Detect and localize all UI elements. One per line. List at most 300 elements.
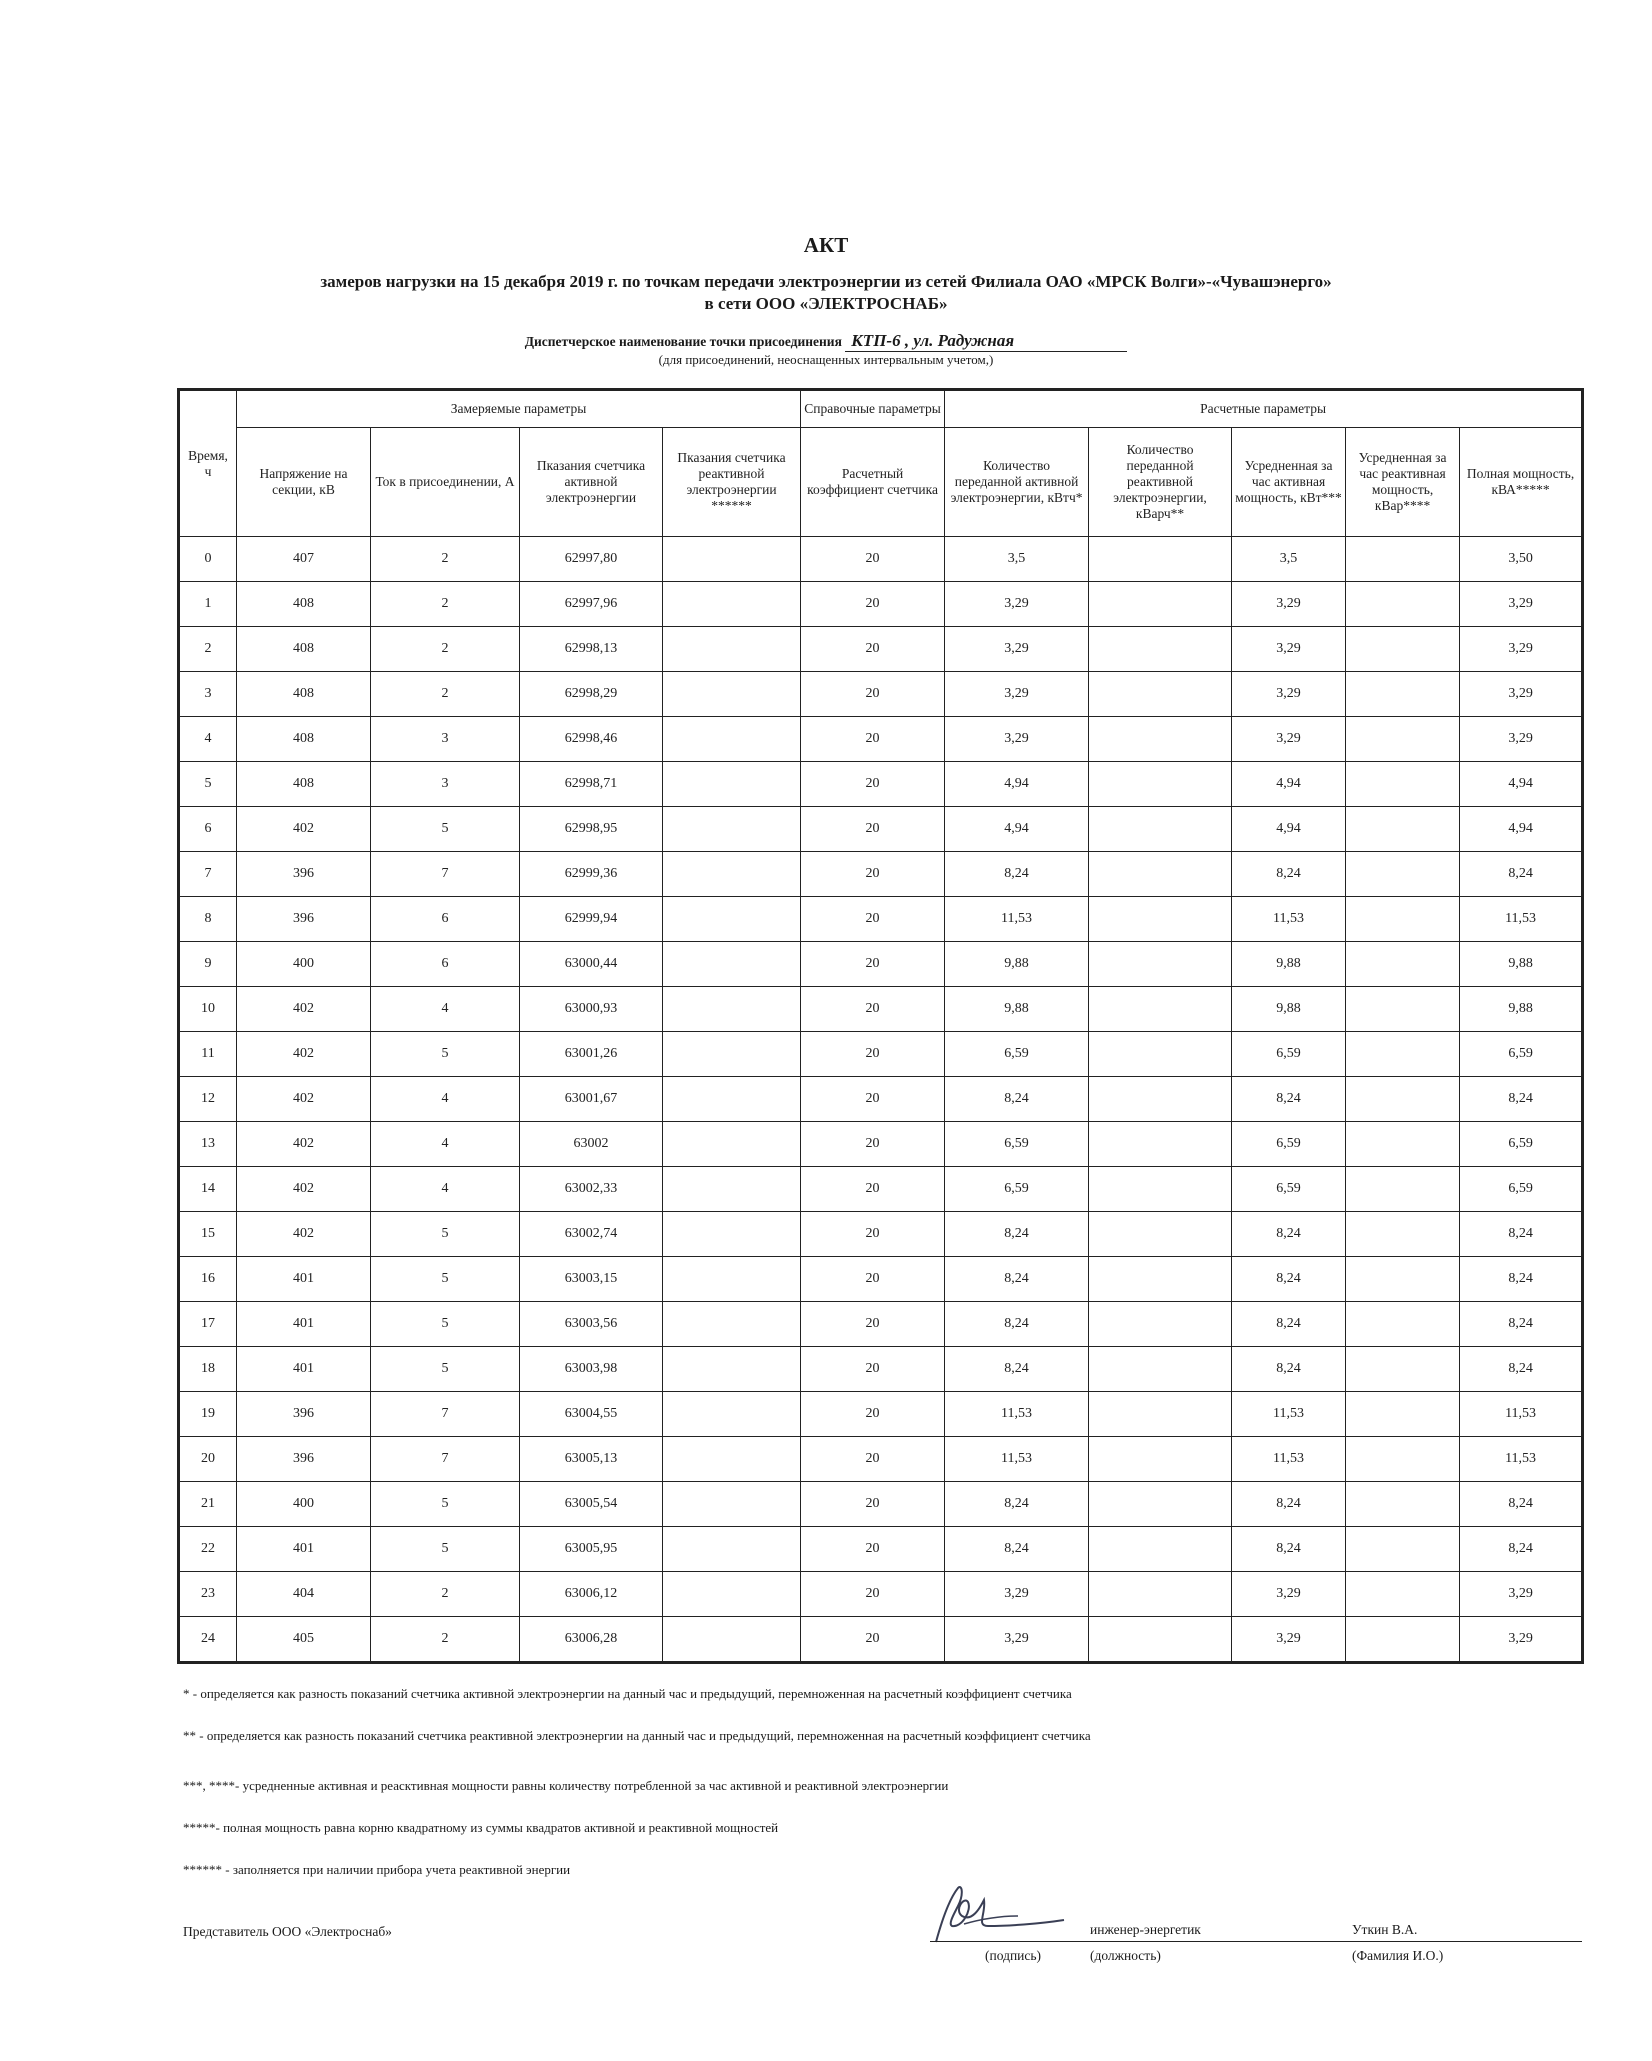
- cell-hour: 22: [179, 1527, 237, 1572]
- cell-power-active: 8,24: [1232, 1527, 1346, 1572]
- cell-power-reactive: [1346, 852, 1460, 897]
- cell-power-reactive: [1346, 987, 1460, 1032]
- dispatch-name-line: [0, 331, 1652, 352]
- cell-current: 7: [371, 852, 520, 897]
- cell-meter-reactive: [663, 1122, 801, 1167]
- cell-coef: 20: [801, 1572, 945, 1617]
- cell-meter-active: 63002: [520, 1122, 663, 1167]
- cell-meter-reactive: [663, 1572, 801, 1617]
- cell-coef: 20: [801, 1482, 945, 1527]
- cell-hour: 17: [179, 1302, 237, 1347]
- column-header: Пказания счетчика реактивной электроэнергии ******: [663, 428, 801, 537]
- cell-voltage: 408: [237, 717, 371, 762]
- cell-power-active: 8,24: [1232, 1257, 1346, 1302]
- cell-current: 2: [371, 1572, 520, 1617]
- cell-energy-active: 8,24: [945, 1212, 1089, 1257]
- table-row: [179, 1437, 1583, 1482]
- cell-power-full: 8,24: [1460, 1347, 1583, 1392]
- cell-hour: 0: [179, 537, 237, 582]
- cell-power-reactive: [1346, 807, 1460, 852]
- cell-meter-reactive: [663, 537, 801, 582]
- cell-power-reactive: [1346, 1077, 1460, 1122]
- cell-voltage: 405: [237, 1617, 371, 1663]
- cell-hour: 11: [179, 1032, 237, 1077]
- cell-power-reactive: [1346, 1212, 1460, 1257]
- table-row: [179, 1032, 1583, 1077]
- header-measured: Замеряемые параметры: [237, 390, 801, 428]
- cell-meter-active: 63002,33: [520, 1167, 663, 1212]
- cell-voltage: 402: [237, 1212, 371, 1257]
- cell-current: 5: [371, 1212, 520, 1257]
- cell-meter-reactive: [663, 1077, 801, 1122]
- cell-power-active: 6,59: [1232, 1167, 1346, 1212]
- table-row: [179, 1122, 1583, 1167]
- cell-voltage: 402: [237, 1167, 371, 1212]
- table-body: [179, 537, 1583, 1663]
- cell-energy-reactive: [1089, 1482, 1232, 1527]
- cell-power-full: 11,53: [1460, 897, 1583, 942]
- cell-energy-reactive: [1089, 1347, 1232, 1392]
- table-row: [179, 717, 1583, 762]
- cell-meter-active: 63003,98: [520, 1347, 663, 1392]
- cell-voltage: 401: [237, 1527, 371, 1572]
- cell-voltage: 401: [237, 1257, 371, 1302]
- cell-current: 3: [371, 717, 520, 762]
- cell-energy-reactive: [1089, 1167, 1232, 1212]
- cell-energy-reactive: [1089, 1032, 1232, 1077]
- table-row: [179, 537, 1583, 582]
- cell-power-full: 6,59: [1460, 1167, 1583, 1212]
- name-value: Уткин В.А.: [1352, 1922, 1418, 1937]
- cell-power-active: 8,24: [1232, 852, 1346, 897]
- cell-energy-active: 3,5: [945, 537, 1089, 582]
- cell-energy-reactive: [1089, 897, 1232, 942]
- cell-coef: 20: [801, 1617, 945, 1663]
- cell-power-full: 6,59: [1460, 1122, 1583, 1167]
- cell-hour: 6: [179, 807, 237, 852]
- cell-meter-active: 63004,55: [520, 1392, 663, 1437]
- cell-power-reactive: [1346, 1347, 1460, 1392]
- table-row: [179, 1527, 1583, 1572]
- cell-hour: 9: [179, 942, 237, 987]
- cell-current: 2: [371, 627, 520, 672]
- cell-power-active: 3,29: [1232, 672, 1346, 717]
- cell-voltage: 408: [237, 762, 371, 807]
- document-title: АКТ: [803, 233, 849, 257]
- cell-current: 5: [371, 1527, 520, 1572]
- cell-power-active: 8,24: [1232, 1347, 1346, 1392]
- cell-energy-reactive: [1089, 1527, 1232, 1572]
- cell-meter-active: 62999,94: [520, 897, 663, 942]
- cell-power-full: 8,24: [1460, 1482, 1583, 1527]
- table-row: [179, 1347, 1583, 1392]
- cell-meter-active: 63000,93: [520, 987, 663, 1032]
- table-row: [179, 1167, 1583, 1212]
- cell-power-active: 4,94: [1232, 762, 1346, 807]
- cell-voltage: 402: [237, 807, 371, 852]
- cell-meter-active: 62999,36: [520, 852, 663, 897]
- cell-coef: 20: [801, 1032, 945, 1077]
- cell-voltage: 400: [237, 1482, 371, 1527]
- table-row: [179, 672, 1583, 717]
- cell-energy-reactive: [1089, 627, 1232, 672]
- cell-hour: 16: [179, 1257, 237, 1302]
- header-calculated: Расчетные параметры: [945, 390, 1583, 428]
- cell-voltage: 402: [237, 1077, 371, 1122]
- cell-energy-active: 6,59: [945, 1167, 1089, 1212]
- cell-power-active: 3,29: [1232, 717, 1346, 762]
- cell-power-full: 3,29: [1460, 717, 1583, 762]
- cell-meter-active: 63001,26: [520, 1032, 663, 1077]
- cell-current: 6: [371, 897, 520, 942]
- cell-energy-active: 9,88: [945, 987, 1089, 1032]
- cell-energy-reactive: [1089, 807, 1232, 852]
- cell-meter-reactive: [663, 717, 801, 762]
- cell-energy-active: 11,53: [945, 897, 1089, 942]
- table-row: [179, 852, 1583, 897]
- cell-power-reactive: [1346, 537, 1460, 582]
- cell-current: 5: [371, 1482, 520, 1527]
- cell-coef: 20: [801, 672, 945, 717]
- cell-hour: 8: [179, 897, 237, 942]
- cell-power-reactive: [1346, 1257, 1460, 1302]
- cell-voltage: 402: [237, 1122, 371, 1167]
- table-row: [179, 987, 1583, 1032]
- cell-voltage: 407: [237, 537, 371, 582]
- cell-power-full: 8,24: [1460, 1527, 1583, 1572]
- cell-power-full: 8,24: [1460, 1212, 1583, 1257]
- table-row: [179, 1482, 1583, 1527]
- cell-power-full: 3,29: [1460, 1572, 1583, 1617]
- cell-meter-active: 62998,13: [520, 627, 663, 672]
- position-value: инженер-энергетик: [1090, 1922, 1201, 1937]
- cell-meter-reactive: [663, 807, 801, 852]
- cell-hour: 4: [179, 717, 237, 762]
- cell-meter-active: 62998,71: [520, 762, 663, 807]
- cell-coef: 20: [801, 1527, 945, 1572]
- cell-meter-active: 63005,13: [520, 1437, 663, 1482]
- document-subtitle: [0, 271, 1652, 315]
- cell-power-reactive: [1346, 1302, 1460, 1347]
- cell-coef: 20: [801, 807, 945, 852]
- cell-current: 4: [371, 1167, 520, 1212]
- cell-meter-active: 63002,74: [520, 1212, 663, 1257]
- cell-energy-active: 8,24: [945, 1077, 1089, 1122]
- cell-meter-active: 62998,95: [520, 807, 663, 852]
- cell-energy-active: 4,94: [945, 762, 1089, 807]
- cell-meter-reactive: [663, 1482, 801, 1527]
- header-reference: Справочные параметры: [801, 390, 945, 428]
- cell-meter-reactive: [663, 762, 801, 807]
- cell-energy-active: 8,24: [945, 1347, 1089, 1392]
- cell-meter-reactive: [663, 852, 801, 897]
- cell-energy-active: 9,88: [945, 942, 1089, 987]
- cell-meter-active: 63003,15: [520, 1257, 663, 1302]
- cell-energy-reactive: [1089, 672, 1232, 717]
- cell-meter-reactive: [663, 582, 801, 627]
- column-header: Усредненная за час реактивная мощность, кВар****: [1346, 428, 1460, 537]
- cell-power-active: 9,88: [1232, 987, 1346, 1032]
- cell-power-active: 3,5: [1232, 537, 1346, 582]
- cell-voltage: 396: [237, 1437, 371, 1482]
- table-row: [179, 897, 1583, 942]
- cell-power-active: 3,29: [1232, 1572, 1346, 1617]
- cell-power-reactive: [1346, 1032, 1460, 1077]
- cell-hour: 3: [179, 672, 237, 717]
- cell-energy-reactive: [1089, 1572, 1232, 1617]
- cell-coef: 20: [801, 582, 945, 627]
- cell-current: 5: [371, 807, 520, 852]
- cell-hour: 10: [179, 987, 237, 1032]
- cell-coef: 20: [801, 717, 945, 762]
- table-row: [179, 1392, 1583, 1437]
- cell-power-full: 9,88: [1460, 942, 1583, 987]
- cell-power-active: 8,24: [1232, 1212, 1346, 1257]
- cell-power-active: 8,24: [1232, 1077, 1346, 1122]
- cell-meter-active: 62998,29: [520, 672, 663, 717]
- cell-energy-reactive: [1089, 852, 1232, 897]
- dispatch-note: (для присоединений, неоснащенных интервальным учетом,): [658, 352, 994, 367]
- cell-meter-reactive: [663, 1257, 801, 1302]
- cell-coef: 20: [801, 1302, 945, 1347]
- cell-current: 2: [371, 1617, 520, 1663]
- cell-power-full: 6,59: [1460, 1032, 1583, 1077]
- subtitle-line-1: замеров нагрузки на 15 декабря 2019 г. по точкам передачи электроэнергии из сетей Филиала ОАО «МРСК Волги»-«Чувашэнерго»: [320, 272, 1332, 291]
- cell-power-full: 3,50: [1460, 537, 1583, 582]
- table-row: [179, 1212, 1583, 1257]
- cell-energy-reactive: [1089, 762, 1232, 807]
- cell-power-reactive: [1346, 672, 1460, 717]
- dispatch-label: Диспетчерское наименование точки присоединения: [524, 334, 842, 349]
- cell-hour: 7: [179, 852, 237, 897]
- cell-voltage: 396: [237, 1392, 371, 1437]
- cell-power-full: 3,29: [1460, 582, 1583, 627]
- cell-current: 4: [371, 1077, 520, 1122]
- column-header: Пказания счетчика активной электроэнергии: [520, 428, 663, 537]
- cell-power-reactive: [1346, 1527, 1460, 1572]
- cell-energy-reactive: [1089, 1392, 1232, 1437]
- cell-hour: 20: [179, 1437, 237, 1482]
- cell-power-full: 3,29: [1460, 1617, 1583, 1663]
- representative-label: Представитель ООО «Электроснаб»: [183, 1924, 392, 1939]
- footnote: ****** - заполняется при наличии прибора учета реактивной энергии: [183, 1862, 571, 1877]
- cell-power-reactive: [1346, 942, 1460, 987]
- cell-hour: 23: [179, 1572, 237, 1617]
- cell-coef: 20: [801, 987, 945, 1032]
- dispatch-value: КТП-6 , ул. Радужная: [845, 331, 1127, 352]
- cell-energy-active: 3,29: [945, 582, 1089, 627]
- table-row: [179, 762, 1583, 807]
- cell-meter-reactive: [663, 942, 801, 987]
- cell-energy-active: 8,24: [945, 1257, 1089, 1302]
- cell-power-active: 9,88: [1232, 942, 1346, 987]
- cell-meter-reactive: [663, 1617, 801, 1663]
- cell-meter-reactive: [663, 1032, 801, 1077]
- cell-power-reactive: [1346, 1392, 1460, 1437]
- cell-power-reactive: [1346, 1572, 1460, 1617]
- cell-coef: 20: [801, 1077, 945, 1122]
- cell-meter-reactive: [663, 1347, 801, 1392]
- cell-power-active: 8,24: [1232, 1482, 1346, 1527]
- cell-coef: 20: [801, 852, 945, 897]
- cell-coef: 20: [801, 1122, 945, 1167]
- caption-position: (должность): [1090, 1948, 1161, 1963]
- cell-power-full: 4,94: [1460, 762, 1583, 807]
- cell-voltage: 396: [237, 852, 371, 897]
- cell-voltage: 402: [237, 987, 371, 1032]
- cell-power-reactive: [1346, 1617, 1460, 1663]
- cell-hour: 13: [179, 1122, 237, 1167]
- column-header: Расчетный коэффициент счетчика: [801, 428, 945, 537]
- cell-power-full: 4,94: [1460, 807, 1583, 852]
- cell-coef: 20: [801, 1212, 945, 1257]
- cell-meter-active: 62997,96: [520, 582, 663, 627]
- cell-coef: 20: [801, 627, 945, 672]
- cell-energy-reactive: [1089, 1617, 1232, 1663]
- footnote: ***, ****- усредненные активная и реасктивная мощности равны количеству потребленной за час активной и реактивной электроэнергии: [183, 1778, 949, 1793]
- cell-meter-reactive: [663, 627, 801, 672]
- cell-power-reactive: [1346, 1482, 1460, 1527]
- cell-power-active: 6,59: [1232, 1032, 1346, 1077]
- header-time: Время, ч: [179, 390, 237, 537]
- column-header: Напряжение на секции, кВ: [237, 428, 371, 537]
- cell-current: 4: [371, 987, 520, 1032]
- cell-energy-reactive: [1089, 942, 1232, 987]
- signature-line: [930, 1941, 1582, 1942]
- cell-current: 5: [371, 1032, 520, 1077]
- cell-hour: 12: [179, 1077, 237, 1122]
- cell-meter-active: 63000,44: [520, 942, 663, 987]
- cell-energy-active: 3,29: [945, 1617, 1089, 1663]
- cell-energy-active: 3,29: [945, 672, 1089, 717]
- cell-energy-active: 11,53: [945, 1392, 1089, 1437]
- cell-current: 2: [371, 672, 520, 717]
- cell-power-full: 11,53: [1460, 1392, 1583, 1437]
- cell-coef: 20: [801, 942, 945, 987]
- cell-energy-active: 3,29: [945, 717, 1089, 762]
- table-row: [179, 807, 1583, 852]
- cell-energy-reactive: [1089, 1077, 1232, 1122]
- cell-coef: 20: [801, 1257, 945, 1302]
- table-row: [179, 582, 1583, 627]
- cell-meter-reactive: [663, 1302, 801, 1347]
- cell-meter-reactive: [663, 1212, 801, 1257]
- cell-power-full: 8,24: [1460, 1077, 1583, 1122]
- cell-hour: 18: [179, 1347, 237, 1392]
- cell-energy-active: 3,29: [945, 1572, 1089, 1617]
- cell-meter-active: 63001,67: [520, 1077, 663, 1122]
- cell-meter-active: 63005,95: [520, 1527, 663, 1572]
- cell-power-reactive: [1346, 897, 1460, 942]
- cell-meter-reactive: [663, 1437, 801, 1482]
- table-row: [179, 1572, 1583, 1617]
- cell-power-reactive: [1346, 762, 1460, 807]
- cell-meter-active: 63003,56: [520, 1302, 663, 1347]
- measurements-table: [177, 388, 1584, 1664]
- cell-current: 5: [371, 1302, 520, 1347]
- cell-hour: 1: [179, 582, 237, 627]
- cell-voltage: 401: [237, 1302, 371, 1347]
- cell-energy-reactive: [1089, 1437, 1232, 1482]
- cell-voltage: 408: [237, 672, 371, 717]
- column-header: Усредненная за час активная мощность, кВт***: [1232, 428, 1346, 537]
- cell-meter-active: 63006,28: [520, 1617, 663, 1663]
- table-column-header-row: [179, 428, 1583, 537]
- cell-hour: 21: [179, 1482, 237, 1527]
- cell-voltage: 400: [237, 942, 371, 987]
- cell-power-full: 8,24: [1460, 852, 1583, 897]
- cell-current: 6: [371, 942, 520, 987]
- cell-meter-reactive: [663, 1167, 801, 1212]
- cell-power-full: 3,29: [1460, 627, 1583, 672]
- cell-energy-reactive: [1089, 1212, 1232, 1257]
- cell-energy-active: 8,24: [945, 1482, 1089, 1527]
- column-header: Ток в присоединении, А: [371, 428, 520, 537]
- cell-meter-active: 62998,46: [520, 717, 663, 762]
- caption-signature: (подпись): [985, 1948, 1042, 1963]
- cell-current: 4: [371, 1122, 520, 1167]
- cell-hour: 2: [179, 627, 237, 672]
- cell-power-full: 3,29: [1460, 672, 1583, 717]
- cell-power-full: 11,53: [1460, 1437, 1583, 1482]
- cell-meter-reactive: [663, 987, 801, 1032]
- cell-power-full: 8,24: [1460, 1302, 1583, 1347]
- cell-current: 3: [371, 762, 520, 807]
- cell-meter-active: 62997,80: [520, 537, 663, 582]
- cell-meter-reactive: [663, 1392, 801, 1437]
- footnote: *****- полная мощность равна корню квадратному из суммы квадратов активной и реактивной мощностей: [183, 1820, 779, 1835]
- cell-meter-reactive: [663, 672, 801, 717]
- handwritten-signature: [928, 1880, 1068, 1950]
- cell-coef: 20: [801, 1167, 945, 1212]
- cell-power-active: 11,53: [1232, 1437, 1346, 1482]
- cell-voltage: 408: [237, 627, 371, 672]
- table-row: [179, 1257, 1583, 1302]
- cell-power-active: 8,24: [1232, 1302, 1346, 1347]
- cell-current: 2: [371, 537, 520, 582]
- cell-coef: 20: [801, 897, 945, 942]
- cell-power-full: 8,24: [1460, 1257, 1583, 1302]
- cell-current: 7: [371, 1392, 520, 1437]
- cell-energy-reactive: [1089, 987, 1232, 1032]
- cell-energy-reactive: [1089, 582, 1232, 627]
- cell-power-active: 3,29: [1232, 1617, 1346, 1663]
- cell-voltage: 396: [237, 897, 371, 942]
- cell-energy-active: 11,53: [945, 1437, 1089, 1482]
- cell-coef: 20: [801, 762, 945, 807]
- column-header: Количество переданной активной электроэнергии, кВтч*: [945, 428, 1089, 537]
- cell-power-reactive: [1346, 717, 1460, 762]
- cell-hour: 15: [179, 1212, 237, 1257]
- cell-meter-reactive: [663, 897, 801, 942]
- cell-power-active: 11,53: [1232, 1392, 1346, 1437]
- cell-energy-active: 3,29: [945, 627, 1089, 672]
- subtitle-line-2: в сети ООО «ЭЛЕКТРОСНАБ»: [704, 294, 948, 313]
- table-group-header-row: [179, 390, 1583, 428]
- cell-energy-active: 8,24: [945, 1302, 1089, 1347]
- table-row: [179, 627, 1583, 672]
- cell-energy-active: 6,59: [945, 1122, 1089, 1167]
- cell-meter-reactive: [663, 1527, 801, 1572]
- column-header: Количество переданной реактивной электроэнергии, кВарч**: [1089, 428, 1232, 537]
- cell-coef: 20: [801, 1437, 945, 1482]
- cell-power-reactive: [1346, 1122, 1460, 1167]
- cell-energy-reactive: [1089, 1257, 1232, 1302]
- footnote: ** - определяется как разность показаний счетчика реактивной электроэнергии на данный час и предыдущий, перемноженная на расчетный коэффициент счетчика: [183, 1728, 1091, 1743]
- cell-current: 5: [371, 1347, 520, 1392]
- cell-energy-active: 8,24: [945, 1527, 1089, 1572]
- cell-power-active: 4,94: [1232, 807, 1346, 852]
